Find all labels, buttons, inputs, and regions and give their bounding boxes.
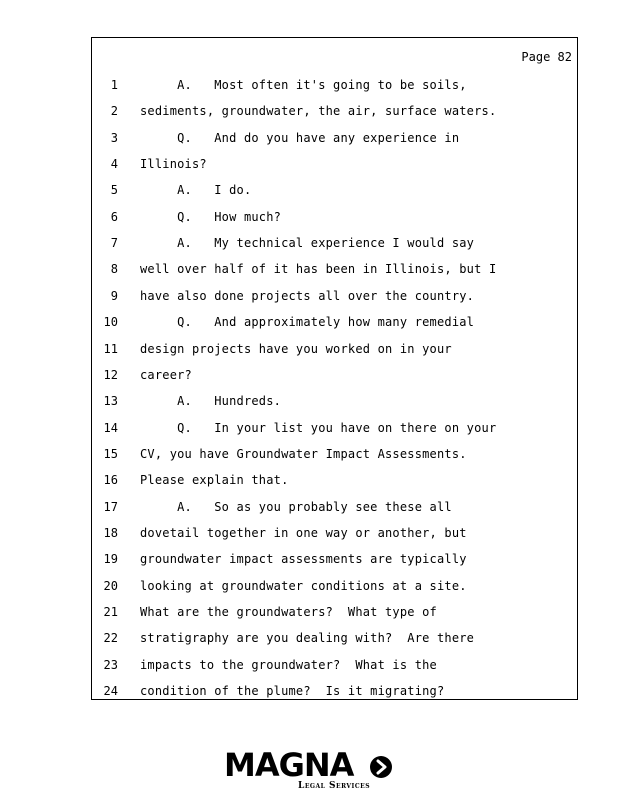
line-number: 23 <box>103 657 118 672</box>
line-number: 17 <box>103 499 118 514</box>
line-number: 8 <box>110 262 118 277</box>
transcript-line <box>92 550 577 570</box>
line-number: 3 <box>110 130 118 145</box>
line-text: What are the groundwaters? What type of <box>140 605 437 619</box>
line-text: design projects have you worked on in your <box>140 341 452 356</box>
line-text: Q. How much? <box>140 209 282 224</box>
line-number: 19 <box>103 552 118 567</box>
line-number: 15 <box>103 446 118 461</box>
line-number: 21 <box>103 605 118 619</box>
line-number: 14 <box>103 420 118 435</box>
transcript-line <box>92 208 577 228</box>
transcript-line <box>92 76 577 96</box>
transcript-line <box>92 656 577 676</box>
line-text: Illinois? <box>140 157 207 172</box>
line-number: 11 <box>103 341 118 356</box>
line-number: 6 <box>110 209 118 224</box>
transcript-line <box>92 366 577 386</box>
line-number: 5 <box>110 183 118 198</box>
transcript-line <box>92 155 577 175</box>
line-text: sediments, groundwater, the air, surface waters. <box>140 104 497 119</box>
line-text: A. I do. <box>140 183 252 198</box>
logo-word: MAGNA <box>224 746 354 784</box>
transcript-line <box>92 498 577 518</box>
line-text: A. Hundreds. <box>140 394 282 409</box>
line-number: 22 <box>103 631 118 646</box>
line-text: groundwater impact assessments are typically <box>140 552 467 567</box>
line-number: 10 <box>103 315 118 330</box>
page-number: Page 82 <box>521 50 572 64</box>
magna-logo <box>224 748 396 794</box>
transcript-line <box>92 682 577 702</box>
line-number: 1 <box>110 78 118 92</box>
line-text: Q. In your list you have on there on your <box>140 420 497 435</box>
chevron-right-icon <box>370 756 392 778</box>
transcript-line <box>92 181 577 201</box>
transcript-line <box>92 629 577 649</box>
line-text: career? <box>140 367 192 382</box>
line-number: 9 <box>110 288 118 303</box>
line-text: CV, you have Groundwater Impact Assessments. <box>140 446 467 461</box>
line-text: looking at groundwater conditions at a site. <box>140 578 467 593</box>
line-text: dovetail together in one way or another, but <box>140 525 467 540</box>
transcript-line <box>92 524 577 544</box>
transcript-line <box>92 392 577 412</box>
transcript-line <box>92 471 577 491</box>
line-text: have also done projects all over the country. <box>140 288 475 303</box>
line-text: impacts to the groundwater? What is the <box>140 657 437 672</box>
line-text: Q. And approximately how many remedial <box>140 315 475 330</box>
line-text: A. Most often it's going to be soils, <box>140 78 467 92</box>
logo-subtitle: Legal Services <box>298 781 371 791</box>
transcript-line <box>92 445 577 465</box>
line-number: 16 <box>103 473 118 488</box>
line-text: Please explain that. <box>140 473 289 488</box>
transcript-line <box>92 340 577 360</box>
line-number: 20 <box>103 578 118 593</box>
line-text: A. So as you probably see these all <box>140 499 452 514</box>
line-number: 12 <box>103 367 118 382</box>
transcript-line <box>92 129 577 149</box>
line-number: 18 <box>103 525 118 540</box>
transcript-line <box>92 260 577 280</box>
line-number: 13 <box>103 394 118 409</box>
line-text: Q. And do you have any experience in <box>140 130 460 145</box>
transcript-line <box>92 234 577 254</box>
line-number: 7 <box>110 236 118 251</box>
transcript-line <box>92 577 577 597</box>
transcript-line <box>92 287 577 307</box>
line-number: 24 <box>103 684 118 699</box>
transcript-page <box>91 37 578 700</box>
line-text: condition of the plume? Is it migrating? <box>140 684 445 699</box>
transcript-line <box>92 419 577 439</box>
transcript-line <box>92 102 577 122</box>
line-number: 4 <box>110 157 118 172</box>
line-text: well over half of it has been in Illinois, but I <box>140 262 497 277</box>
line-text: stratigraphy are you dealing with? Are there <box>140 631 475 646</box>
line-text: A. My technical experience I would say <box>140 236 475 251</box>
transcript-line <box>92 313 577 333</box>
line-number: 2 <box>110 104 118 119</box>
transcript-line <box>92 603 577 623</box>
